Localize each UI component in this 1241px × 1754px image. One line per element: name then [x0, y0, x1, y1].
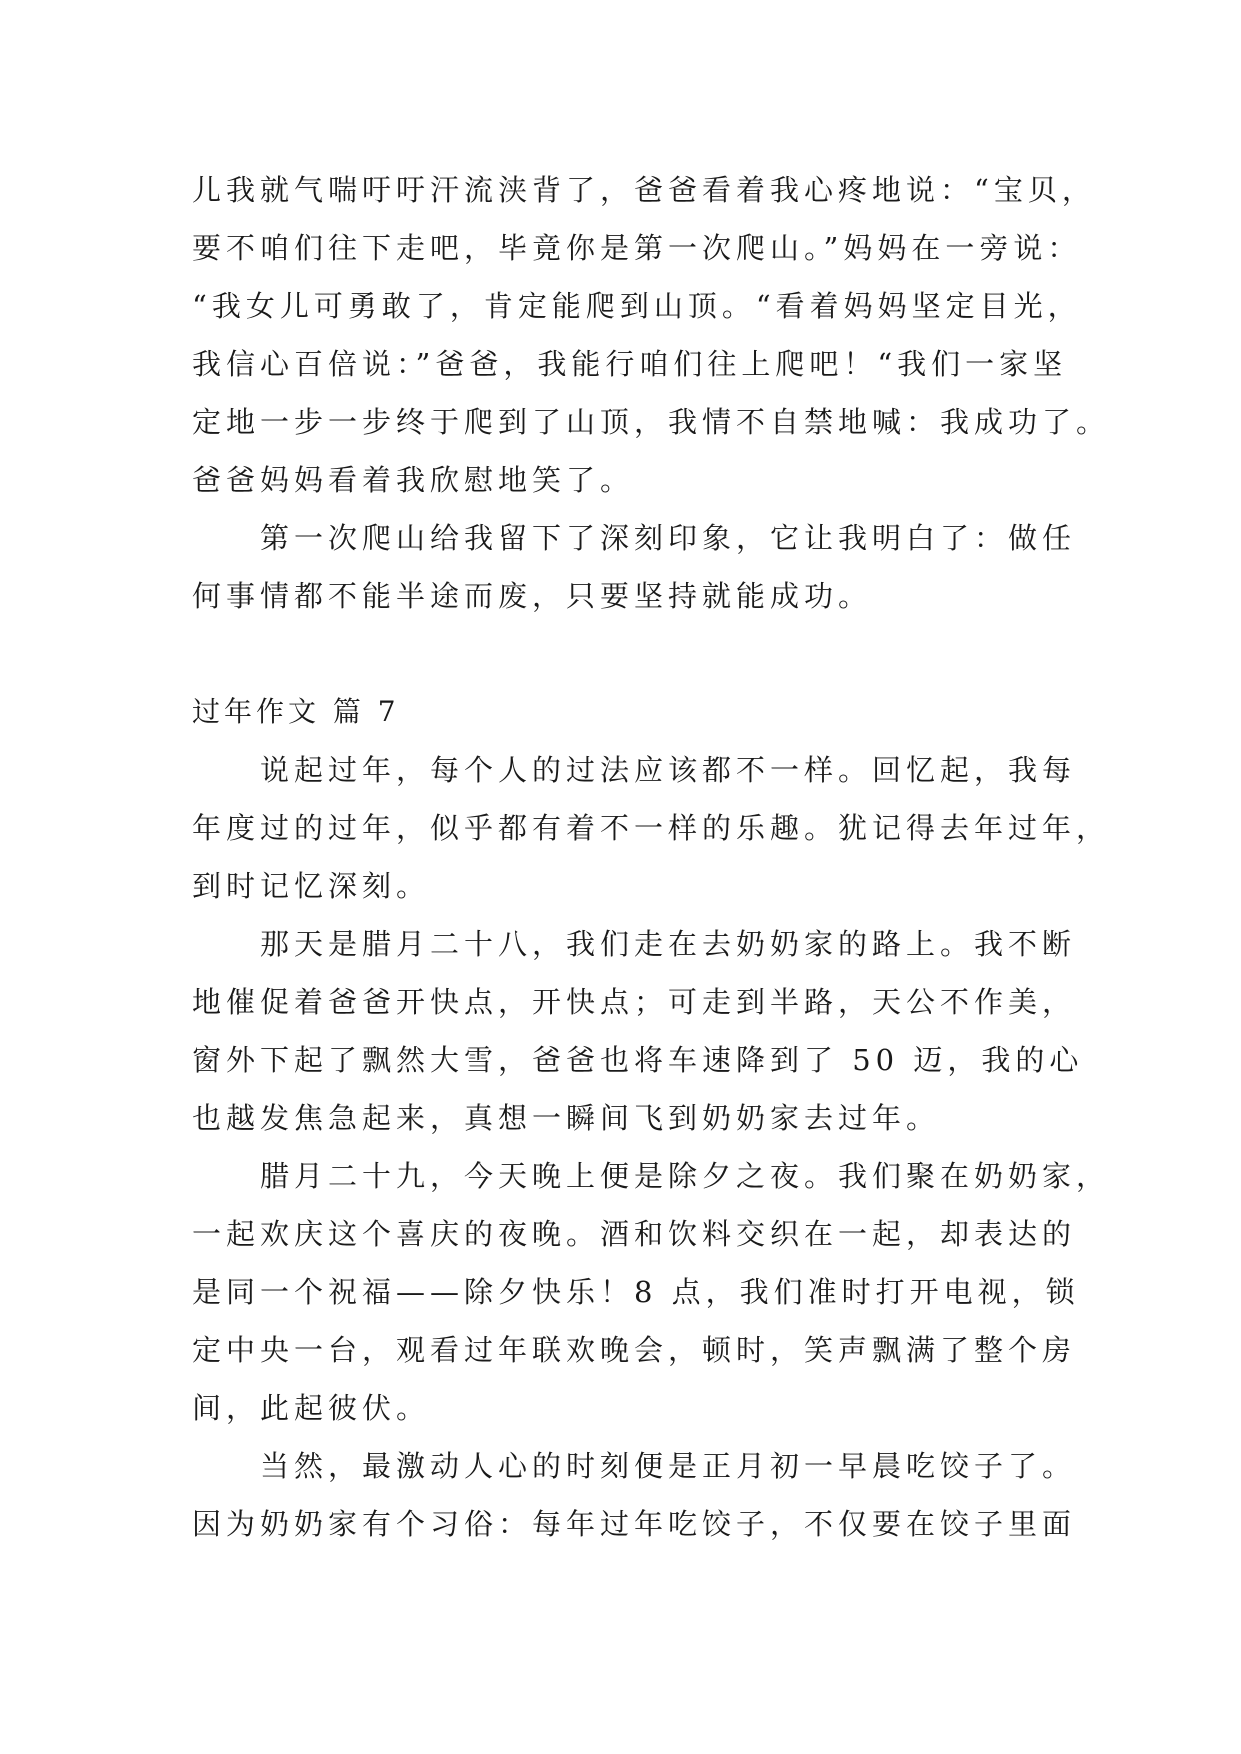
paragraph-line: 因为奶奶家有个习俗：每年过年吃饺子，不仅要在饺子里面 [192, 1507, 1077, 1541]
paragraph-line: 地催促着爸爸开快点，开快点；可走到半路，天公不作美， [192, 985, 1077, 1019]
paragraph-line: 窗外下起了飘然大雪，爸爸也将车速降到了 50 迈，我的心 [192, 1043, 1084, 1077]
paragraph-line: 儿我就气喘吁吁汗流浃背了，爸爸看着我心疼地说：“宝贝， [192, 173, 1096, 207]
paragraph-line: 腊月二十九，今天晚上便是除夕之夜。我们聚在奶奶家， [192, 1159, 1111, 1193]
paragraph-line: 我信心百倍说：”爸爸，我能行咱们往上爬吧！“我们一家坚 [192, 347, 1068, 381]
paragraph-line: 定中央一台，观看过年联欢晚会，顿时，笑声飘满了整个房 [192, 1333, 1077, 1367]
paragraph-line: 第一次爬山给我留下了深刻印象，它让我明白了：做任 [192, 521, 1077, 555]
paragraph-line: 那天是腊月二十八，我们走在去奶奶家的路上。我不断 [192, 927, 1077, 961]
paragraph-line: 定地一步一步终于爬到了山顶，我情不自禁地喊：我成功了。 [192, 405, 1111, 439]
paragraph-line: 当然，最激动人心的时刻便是正月初一早晨吃饺子了。 [192, 1449, 1077, 1483]
paragraph-line: 一起欢庆这个喜庆的夜晚。酒和饮料交织在一起，却表达的 [192, 1217, 1077, 1251]
paragraph-line: 也越发焦急起来，真想一瞬间飞到奶奶家去过年。 [192, 1101, 941, 1135]
essay-heading: 过年作文 篇 7 [192, 695, 400, 728]
paragraph-line: 要不咱们往下走吧，毕竟你是第一次爬山。”妈妈在一旁说： [192, 231, 1082, 265]
paragraph-line: 爸爸妈妈看着我欣慰地笑了。 [192, 463, 635, 497]
paragraph-line: 年度过的过年，似乎都有着不一样的乐趣。犹记得去年过年， [192, 811, 1111, 845]
paragraph-line: “我女儿可勇敢了，肯定能爬到山顶。“看着妈妈坚定目光， [192, 289, 1082, 323]
paragraph-line: 说起过年，每个人的过法应该都不一样。回忆起，我每 [192, 753, 1077, 787]
paragraph-line: 间，此起彼伏。 [192, 1391, 431, 1425]
paragraph-line: 到时记忆深刻。 [192, 869, 431, 903]
paragraph-line: 何事情都不能半途而废，只要坚持就能成功。 [192, 579, 873, 613]
paragraph-line: 是同一个祝福——除夕快乐！8 点，我们准时打开电视，锁 [192, 1275, 1080, 1309]
